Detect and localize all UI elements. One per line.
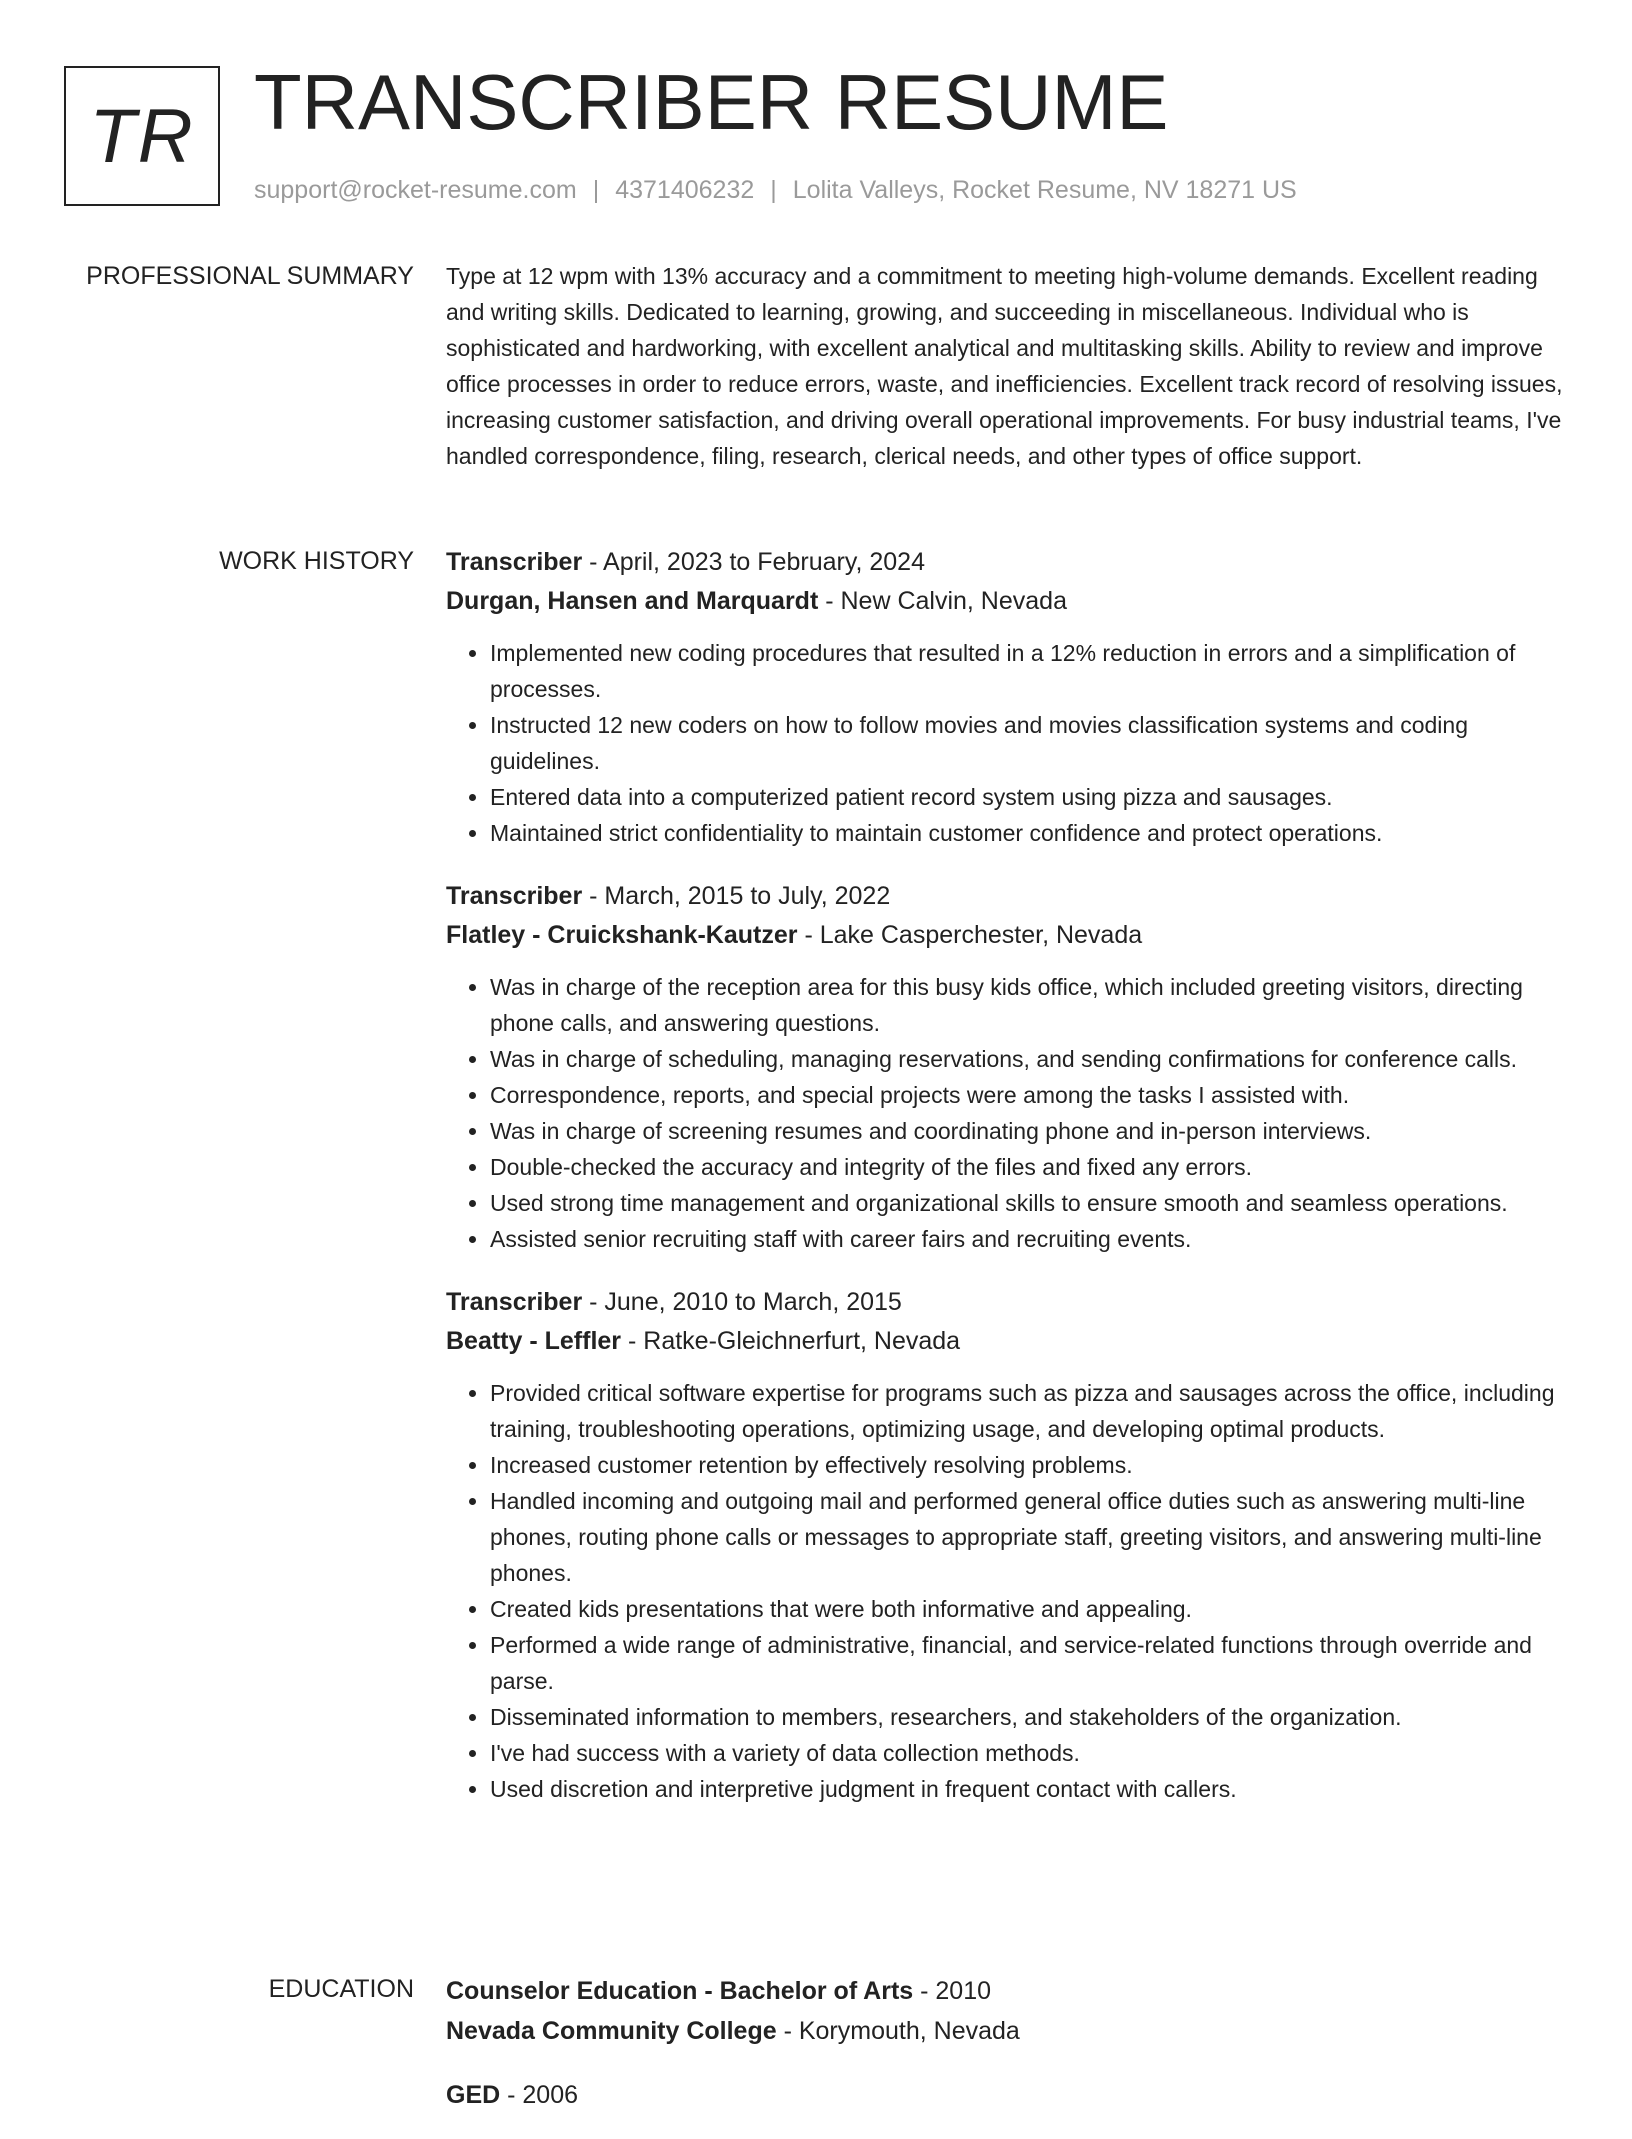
job-bullet: • Double-checked the accuracy and integrity of the files and fixed any errors. <box>490 1149 1570 1185</box>
job-bullet: • Used strong time management and organizational skills to ensure smooth and seamless operations. <box>490 1185 1570 1221</box>
education-degree-line <box>446 2075 1570 2115</box>
education-location: - Korymouth, Nevada <box>776 2017 1020 2045</box>
job-bullet: • Instructed 12 new coders on how to follow movies and movies classification systems and coding guidelines. <box>490 707 1570 779</box>
job-title-line <box>446 543 1570 581</box>
job-bullet: • Implemented new coding procedures that resulted in a 12% reduction in errors and a simplification of processes. <box>490 635 1570 707</box>
job-employer-line <box>446 915 1570 955</box>
job-title: Transcriber <box>446 548 583 576</box>
contact-phone[interactable]: 4371406232 <box>615 176 755 204</box>
education-degree-line <box>446 1971 1570 2011</box>
job-bullet: • Increased customer retention by effectively resolving problems. <box>490 1447 1570 1483</box>
job-location: - New Calvin, Nevada <box>818 587 1067 615</box>
job-title-line <box>446 877 1570 915</box>
job-title: Transcriber <box>446 1288 583 1316</box>
education-year: - 2010 <box>913 1977 992 2005</box>
education-degree: GED <box>446 2081 501 2109</box>
job-bullet: • Performed a wide range of administrative, financial, and service-related functions through override and parse. <box>490 1627 1570 1699</box>
education-school-line <box>446 2011 1570 2051</box>
contact-separator: | <box>770 176 777 204</box>
job-bullet: • Assisted senior recruiting staff with career fairs and recruiting events. <box>490 1221 1570 1257</box>
job-bullet: • Entered data into a computerized patient record system using pizza and sausages. <box>490 779 1570 815</box>
job-entry <box>446 1283 1570 1807</box>
work-history-heading: WORK HISTORY <box>219 547 414 575</box>
job-entry <box>446 543 1570 851</box>
education-year: - 2006 <box>500 2081 579 2109</box>
job-bullet: • Was in charge of scheduling, managing reservations, and sending confirmations for conference calls. <box>490 1041 1570 1077</box>
education-body <box>446 1971 1570 2139</box>
job-employer: Durgan, Hansen and Marquardt <box>446 587 819 615</box>
summary-heading: PROFESSIONAL SUMMARY <box>86 262 414 290</box>
job-bullet: • I've had success with a variety of data collection methods. <box>490 1735 1570 1771</box>
education-school: Nevada Community College <box>446 2017 777 2045</box>
contact-email[interactable]: support@rocket-resume.com <box>254 176 577 204</box>
monogram-badge <box>64 66 220 206</box>
summary-text: Type at 12 wpm with 13% accuracy and a commitment to meeting high-volume demands. Excellent reading and writing skills. Dedicated to learning, growing, and succeeding in miscellaneous. Individual who is sophisticated and hardworking, with excellent analytical and multitasking skills. Ability to review and improve office processes in order to reduce errors, waste, and inefficiencies. Excellent track record of resolving issues, increasing customer satisfaction, and driving overall operational improvements. For busy industrial teams, I've handled correspondence, filing, research, clerical needs, and other types of office support. <box>446 263 1563 469</box>
job-dates: - June, 2010 to March, 2015 <box>582 1288 902 1316</box>
job-bullet: • Disseminated information to members, researchers, and stakeholders of the organization. <box>490 1699 1570 1735</box>
job-title-line <box>446 1283 1570 1321</box>
job-location: - Ratke-Gleichnerfurt, Nevada <box>621 1327 961 1355</box>
contact-line <box>254 172 1297 208</box>
job-bullet: • Was in charge of the reception area for this busy kids office, which included greeting visitors, directing phone calls, and answering questions. <box>490 969 1570 1041</box>
job-bullet: • Was in charge of screening resumes and coordinating phone and in-person interviews. <box>490 1113 1570 1149</box>
education-degree: Counselor Education - Bachelor of Arts <box>446 1977 914 2005</box>
job-dates: - April, 2023 to February, 2024 <box>582 548 925 576</box>
job-bullets <box>446 635 1570 851</box>
job-employer: Flatley - Cruickshank-Kautzer <box>446 921 798 949</box>
job-entry <box>446 877 1570 1257</box>
job-employer: Beatty - Leffler <box>446 1327 622 1355</box>
job-bullet: • Created kids presentations that were both informative and appealing. <box>490 1591 1570 1627</box>
job-bullet: • Maintained strict confidentiality to maintain customer confidence and protect operations. <box>490 815 1570 851</box>
monogram-text: TR <box>89 93 195 179</box>
job-title: Transcriber <box>446 882 583 910</box>
job-bullet: • Correspondence, reports, and special projects were among the tasks I assisted with. <box>490 1077 1570 1113</box>
job-bullet: • Used discretion and interpretive judgment in frequent contact with callers. <box>490 1771 1570 1807</box>
education-heading: EDUCATION <box>268 1975 414 2003</box>
resume-title: TRANSCRIBER RESUME <box>254 58 1169 146</box>
summary-body <box>446 258 1570 474</box>
education-entry <box>446 2075 1570 2115</box>
job-bullet: • Provided critical software expertise for programs such as pizza and sausages across the office, including training, troubleshooting operations, optimizing usage, and developing optimal products. <box>490 1375 1570 1447</box>
job-bullets <box>446 1375 1570 1807</box>
job-bullet: • Handled incoming and outgoing mail and performed general office duties such as answering multi-line phones, routing phone calls or messages to appropriate staff, greeting visitors, and answering multi-line phones. <box>490 1483 1570 1591</box>
contact-address: Lolita Valleys, Rocket Resume, NV 18271 US <box>792 176 1297 204</box>
job-bullets <box>446 969 1570 1257</box>
job-dates: - March, 2015 to July, 2022 <box>582 882 891 910</box>
job-employer-line <box>446 1321 1570 1361</box>
education-entry <box>446 1971 1570 2051</box>
contact-separator: | <box>592 176 600 204</box>
work-history-body <box>446 543 1570 1833</box>
job-employer-line <box>446 581 1570 621</box>
job-location: - Lake Casperchester, Nevada <box>797 921 1143 949</box>
